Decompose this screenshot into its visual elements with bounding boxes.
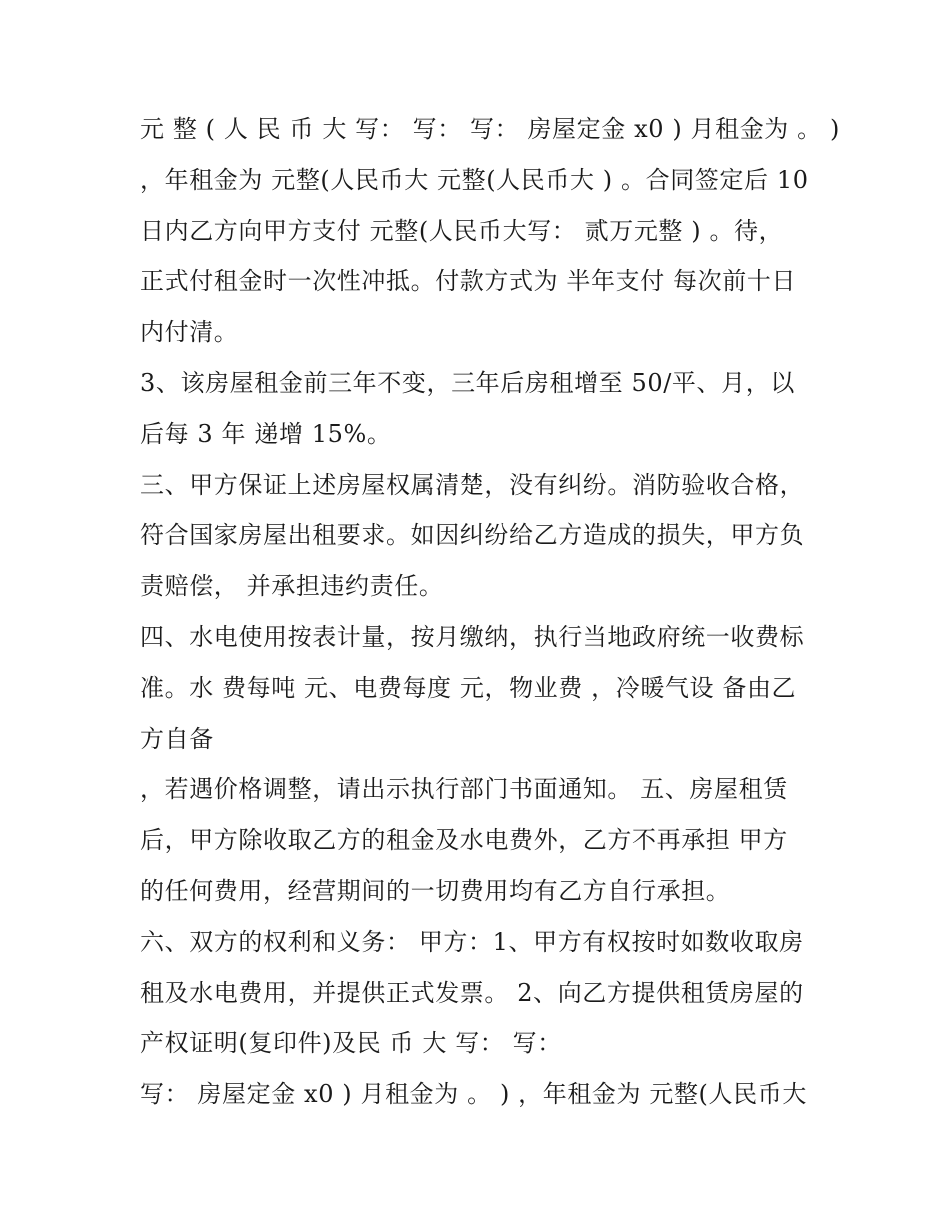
text-line: 内付清。 bbox=[140, 318, 239, 347]
text-line: 四、水电使用按表计量，按月缴纳，执行当地政府统一收费标 bbox=[140, 622, 805, 651]
text-line: 后，甲方除收取乙方的租金及水电费外，乙方不再承担 甲方 bbox=[140, 826, 788, 855]
text-line: 3、该房屋租金前三年不变，三年后房租增至 50/平、月，以 bbox=[140, 368, 795, 397]
text-line: 准。水 费每吨 元、电费每度 元，物业费 ，冷暖气设 备由乙 bbox=[140, 673, 797, 702]
text-line: 写： 房屋定金 x0 ) 月租金为 。 ) ，年租金为 元整(人民币大 bbox=[140, 1080, 807, 1109]
text-line: 三、甲方保证上述房屋权属清楚，没有纠纷。消防验收合格， bbox=[140, 470, 805, 499]
text-line: 日内乙方向甲方支付 元整(人民币大写： 贰万元整 ) 。待， bbox=[140, 216, 784, 245]
text-line: 六、双方的权利和义务： 甲方：1、甲方有权按时如数收取房 bbox=[140, 927, 804, 956]
text-line: 产权证明(复印件)及民 币 大 写： 写： bbox=[140, 1029, 562, 1058]
text-line: 方自备 bbox=[140, 724, 214, 753]
text-line: ，年租金为 元整(人民币大 元整(人民币大 ) 。合同签定后 10 bbox=[140, 165, 809, 194]
text-line: 正式付租金时一次性冲抵。付款方式为 半年支付 每次前十日 bbox=[140, 267, 797, 296]
text-line: 租及水电费用，并提供正式发票。 2、向乙方提供租赁房屋的 bbox=[140, 978, 804, 1007]
document-body bbox=[140, 104, 840, 1120]
text-line: 的任何费用，经营期间的一切费用均有乙方自行承担。 bbox=[140, 876, 731, 905]
text-line: ，若遇价格调整，请出示执行部门书面通知。 五、房屋租赁 bbox=[140, 775, 788, 804]
text-line: 后每 3 年 递增 15%。 bbox=[140, 419, 392, 448]
text-line: 元 整 ( 人 民 币 大 写： 写： 写： 房屋定金 x0 ) 月租金为 。 ) bbox=[140, 115, 840, 143]
text-line: 责赔偿， 并承担违约责任。 bbox=[140, 572, 444, 601]
text-line: 符合国家房屋出租要求。如因纠纷给乙方造成的损失，甲方负 bbox=[140, 521, 805, 550]
